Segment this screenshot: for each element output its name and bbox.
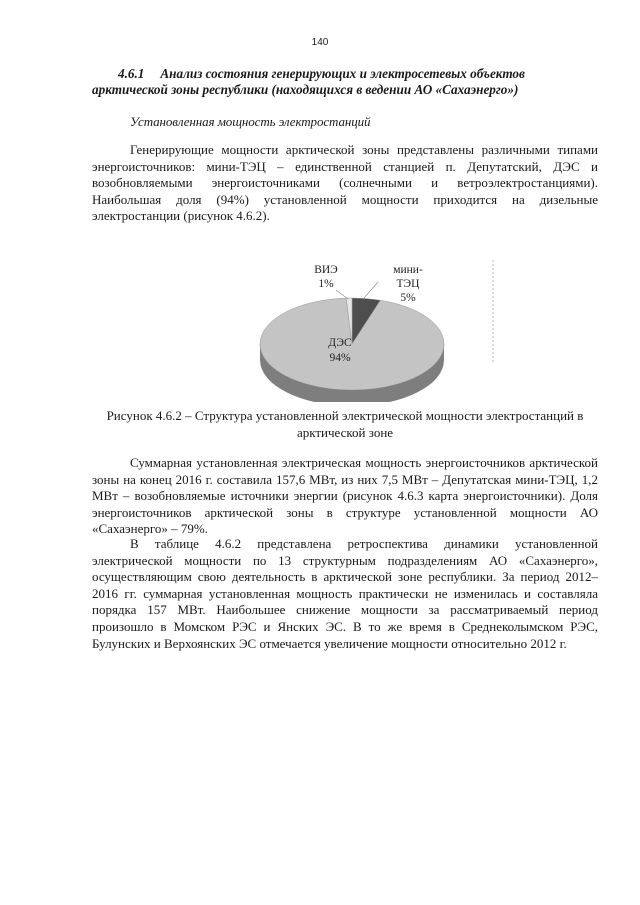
page-number: 140 xyxy=(311,37,329,48)
label-des-value: 94% xyxy=(329,352,351,364)
label-tec-line2: ТЭЦ xyxy=(396,278,420,290)
paragraph-dynamics: В таблице 4.6.2 представлена ретроспектива динамики установленной электрической мощности по 13 структурным подразделениям АО «Сахаэнерго», осуществляющим свою деятельность в арктической зоне республики. За период 2012–2016 гг. суммарная установленная мощность практически не изменилась и составляла порядка 157 МВт. Наибольшее снижение мощности за рассматриваемый период произошло в Момском РЭС и Янских ЭС. В то же время в Среднеколымском РЭС, Булунских и Верхоянских ЭС отмечается увеличение мощности относительно 2012 г. xyxy=(92,536,598,651)
label-vie: ВИЭ xyxy=(314,264,338,276)
label-vie-value: 1% xyxy=(318,278,334,290)
paragraph-total-capacity: Суммарная установленная электрическая мощность энергоисточников арктической зоны на конец 2016 г. составила 157,6 МВт, из них 7,5 МВт – Депутатская мини-ТЭЦ, 1,2 МВт – возобновляемые источники энергии (рисунок 4.6.3 карта энергоисточники). Доля энергоисточников арктической зоны в структуре установленной мощности АО «Сахаэнерго» – 79%. xyxy=(92,455,598,537)
label-tec-line1: мини- xyxy=(393,264,423,276)
section-title: Анализ состояния генерирующих и электросетевых объектов арктической зоны республики (находящихся в ведении АО «Сахаэнерго») xyxy=(92,66,525,97)
tec-leader-line xyxy=(364,282,378,298)
figure-caption: Рисунок 4.6.2 – Структура установленной электрической мощности электростанций в арктической зоне xyxy=(106,408,584,440)
pie-chart xyxy=(240,252,510,402)
paragraph-generation-types: Генерирующие мощности арктической зоны представлены различными типами энергоисточников: мини-ТЭЦ – единственной станцией п. Депутатский, ДЭС и возобновляемыми энергоисточниками (солнечными и ветроэлектростанциями). Наибольшая доля (94%) установленной мощности приходится на дизельные электростанции (рисунок 4.6.2). xyxy=(92,142,598,224)
section-number: 4.6.1 xyxy=(118,66,145,81)
section-heading xyxy=(92,66,598,98)
label-tec-value: 5% xyxy=(400,292,416,304)
label-des: ДЭС xyxy=(328,337,352,349)
subheading: Установленная мощность электростанций xyxy=(130,114,371,129)
vie-leader-line xyxy=(336,290,348,299)
